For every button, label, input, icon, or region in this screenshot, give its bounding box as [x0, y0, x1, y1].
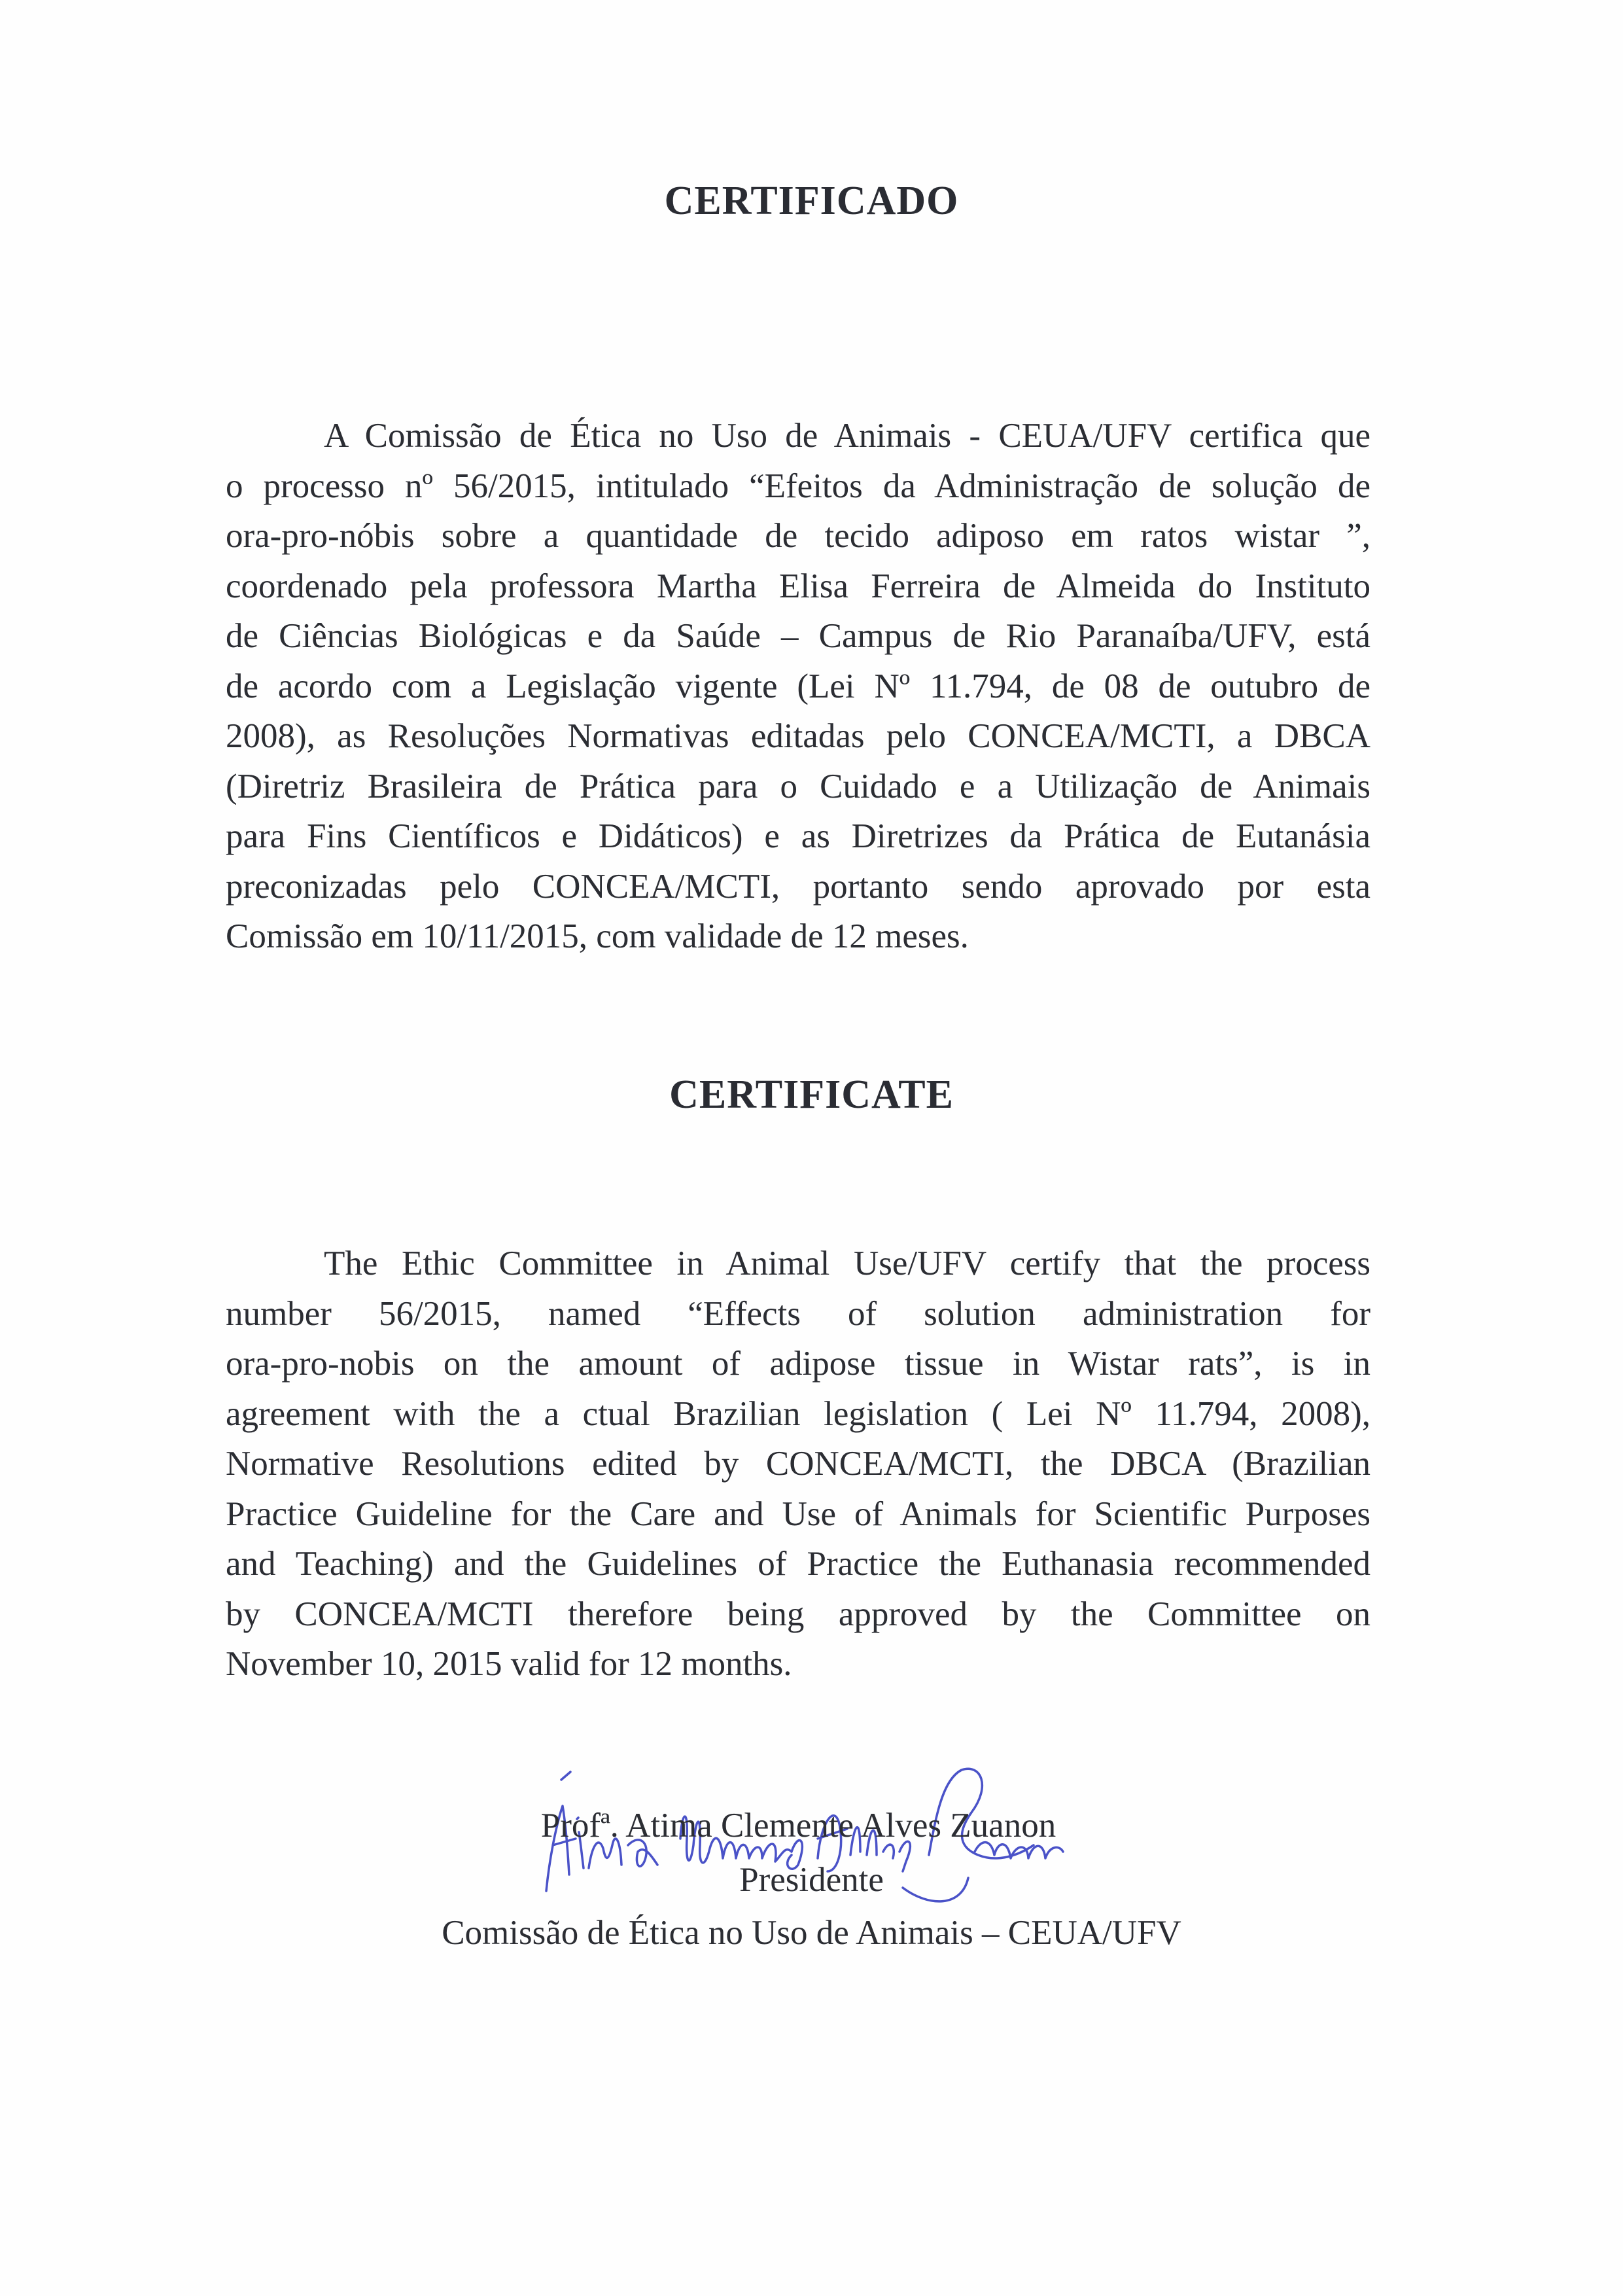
- text-line: o processo nº 56/2015, intitulado “Efeitos da Administração de solução de: [226, 467, 1370, 505]
- text-line: agreement with the a ctual Brazilian legislation ( Lei Nº 11.794, 2008),: [226, 1394, 1370, 1433]
- text-line: Practice Guideline for the Care and Use of Animals for Scientific Purposes: [226, 1494, 1370, 1533]
- text-line: coordenado pela professora Martha Elisa Ferreira de Almeida do Instituto: [226, 567, 1370, 605]
- signatory-name: Profª. Atima Clemente Alves Zuanon: [540, 1807, 1056, 1845]
- text-line: de Ciências Biológicas e da Saúde – Campus de Rio Paranaíba/UFV, está: [226, 617, 1370, 655]
- paragraph-portuguese: [226, 411, 1370, 962]
- text-line: Normative Resolutions edited by CONCEA/MCTI, the DBCA (Brazilian: [226, 1445, 1370, 1483]
- text-line: de acordo com a Legislação vigente (Lei Nº 11.794, de 08 de outubro de: [226, 667, 1370, 705]
- text-line: and Teaching) and the Guidelines of Practice the Euthanasia recommended: [226, 1545, 1370, 1583]
- text-line: A Comissão de Ética no Uso de Animais - CEUA/UFV certifica que: [324, 417, 1370, 455]
- signatory-organization: Comissão de Ética no Uso de Animais – CEUA/UFV: [442, 1914, 1181, 1952]
- paragraph-english: [226, 1239, 1370, 1689]
- text-line: ora-pro-nobis on the amount of adipose tissue in Wistar rats”, is in: [226, 1345, 1370, 1383]
- text-line: (Diretriz Brasileira de Prática para o Cuidado e a Utilização de Animais: [226, 767, 1370, 805]
- text-line: The Ethic Committee in Animal Use/UFV certify that the process: [324, 1245, 1370, 1282]
- text-line: preconizadas pelo CONCEA/MCTI, portanto sendo aprovado por esta: [226, 867, 1370, 906]
- text-line: para Fins Científicos e Didáticos) e as Diretrizes da Prática de Eutanásia: [226, 817, 1370, 855]
- signatory-role: Presidente: [739, 1861, 884, 1899]
- heading-certificado: CERTIFICADO: [664, 179, 959, 223]
- text-line: 2008), as Resoluções Normativas editadas pelo CONCEA/MCTI, a DBCA: [226, 717, 1370, 755]
- text-line: ora-pro-nóbis sobre a quantidade de tecido adiposo em ratos wistar ”,: [226, 517, 1370, 555]
- text-line: Comissão em 10/11/2015, com validade de 12 meses.: [226, 917, 969, 955]
- text-line: by CONCEA/MCTI therefore being approved by the Committee on: [226, 1595, 1370, 1633]
- text-line: November 10, 2015 valid for 12 months.: [226, 1645, 792, 1683]
- text-line: number 56/2015, named “Effects of solution administration for: [226, 1294, 1370, 1333]
- heading-certificate: CERTIFICATE: [669, 1072, 954, 1117]
